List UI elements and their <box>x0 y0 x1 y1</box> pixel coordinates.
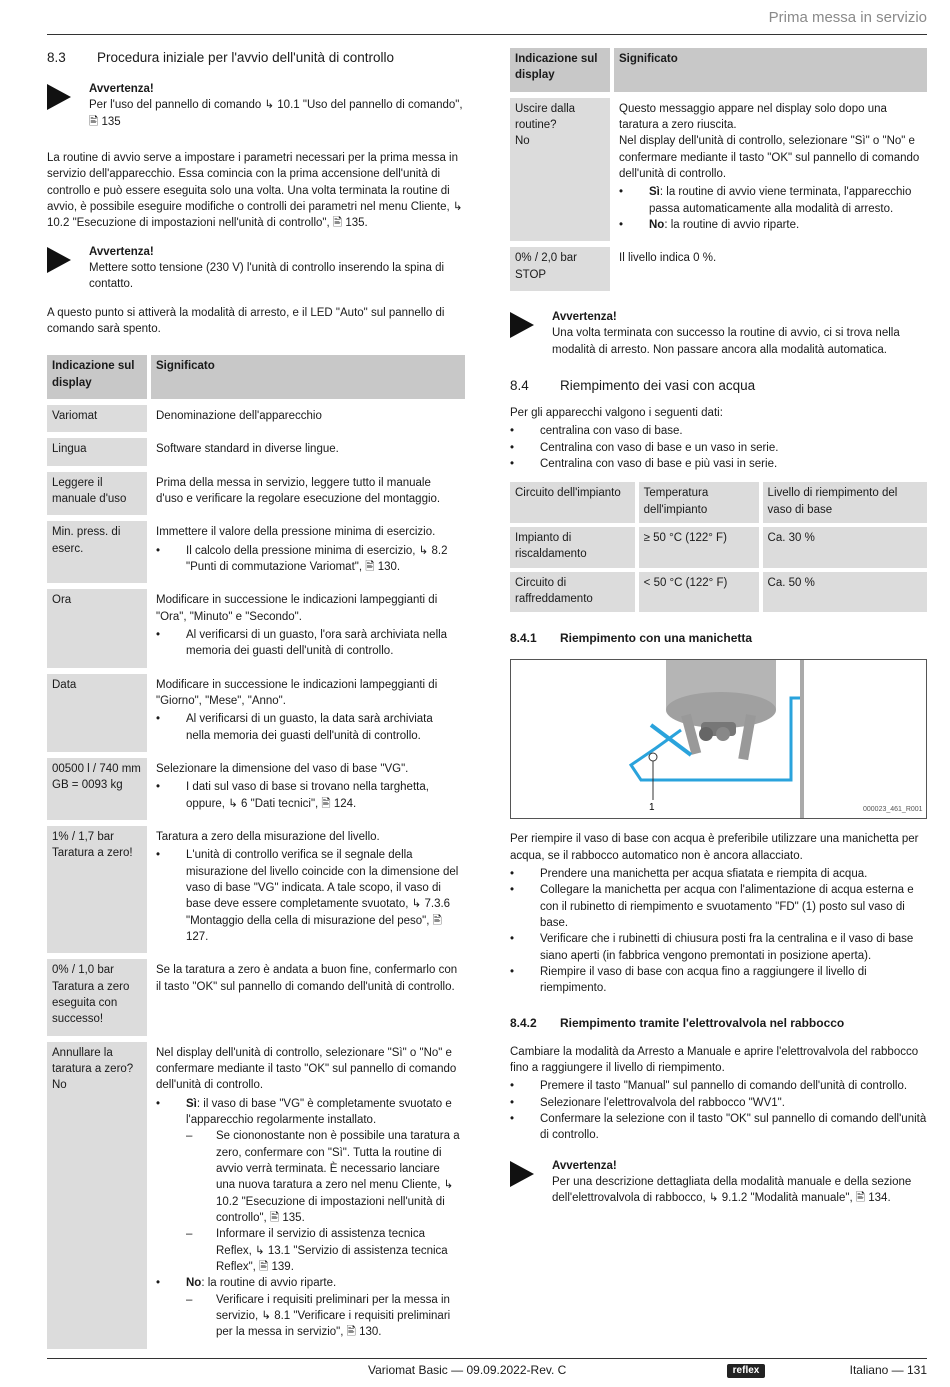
list-item: • Selezionare l'elettrovalvola del rabbocco "WV1". <box>510 1095 927 1111</box>
list-item: • Verificare che i rubinetti di chiusura posti fra la centralina e il vaso di base siano aperti (in fabbrica vengono premontati in posizione aperta). <box>510 931 927 964</box>
running-header: Prima messa in servizio <box>768 9 927 26</box>
display-table-continued: Indicazione sul display Significato Uscire dalla routine? No Questo messaggio appare nel display solo dopo una taratura a zero riuscita. Nel display dell'unità di controllo, selezionare "Sì" o "No" e confermare mediante il tasto "OK" sul pannello di comando dell'unità di controllo. • Sì: la routine di avvio viene terminata, l'apparecchio passa automaticamente alla modalità di arresto. • No: la routine di avvio riparte. 0% / 2,0 bar STOP Il livello indica 0 %. <box>510 42 927 297</box>
list-item: • Collegare la manichetta per acqua con l'alimentazione di acqua esterna e con il rubinetto di riempimento e svuotamento "FD" (1) posto sul vaso di base. <box>510 882 927 931</box>
list-item: • centralina con vaso di base. <box>510 423 927 439</box>
list-item: • Centralina con vaso di base e un vaso in serie. <box>510 440 927 456</box>
list-item: • Premere il tasto "Manual" sul pannello di comando dell'unità di controllo. <box>510 1078 927 1094</box>
header-rule <box>47 34 927 35</box>
paragraph: La routine di avvio serve a impostare i parametri necessari per la prima messa in servizio dell'apparecchio. Essa comincia con la prima accensione dell'unità di controllo e può essere eseguita solo una volta. Una volta terminata la routine di avvio, è possibile eseguire modifiche o controlli dei parametri nel menu Cliente, ↳ 10.2 "Esecuzione di impostazioni nell'unità di controllo", 🖹 135. <box>47 152 463 230</box>
page-number: Italiano — 131 <box>849 1363 927 1377</box>
paragraph: A questo punto si attiverà la modalità di arresto, e il LED "Auto" sul pannello di comando sarà spento. <box>47 306 445 336</box>
note-text: Una volta terminata con successo la routine di avvio, ci si trova nella modalità di arresto. Non passare ancora alla modalità automatica. <box>552 327 900 356</box>
list-item: • Confermare la selezione con il tasto "OK" sul pannello di comando dell'unità di controllo. <box>510 1111 927 1144</box>
note-text: Per una descrizione dettagliata della modalità manuale e della sezione dell'elettrovalvola di rabbocco, ↳ 9.1.2 "Modalità manuale", 🖹 134. <box>552 1176 912 1205</box>
table-row: Uscire dalla routine? No Questo messaggio appare nel display solo dopo una taratura a zero riuscita. Nel display dell'unità di controllo, selezionare "Sì" o "No" e confermare mediante il tasto "OK" sul pannello di comando dell'unità di controllo. • Sì: la routine di avvio viene terminata, l'apparecchio passa automaticamente alla modalità di arresto. • No: la routine di avvio riparte. <box>510 98 927 242</box>
note-box: Avvertenza! Una volta terminata con successo la routine di avvio, ci si trova nella modalità di arresto. Non passare ancora alla modalità automatica. <box>510 309 927 358</box>
table-row: Data Modificare in successione le indicazioni lampeggianti di "Giorno", "Mese", "Anno". • Al verificarsi di un guasto, la data sarà archiviata nella memoria dei guasti dell'unità di controllo. <box>47 674 465 752</box>
left-column <box>47 48 465 1367</box>
list-item: • Centralina con vaso di base e più vasi in serie. <box>510 456 927 472</box>
fill-level-table <box>506 478 931 616</box>
section-heading-8-4-1: 8.4.1 Riempimento con una manichetta <box>510 631 753 646</box>
vessel-illustration <box>511 660 926 819</box>
table-row: Lingua Software standard in diverse lingue. <box>47 438 465 465</box>
table-row: Leggere il manuale d'uso Prima della messa in servizio, leggere tutto il manuale d'uso e verificare la regolare esecuzione del montaggio. <box>47 472 465 516</box>
footer-rule <box>47 1358 927 1359</box>
list-item: • Prendere una manichetta per acqua sfiatata e riempita di acqua. <box>510 866 927 882</box>
warning-arrow-icon <box>47 244 89 293</box>
table-row: 1% / 1,7 bar Taratura a zero! Taratura a zero della misurazione del livello. • L'unità di controllo verifica se il segnale della misurazione del livello coincide con la dimensione del vaso di base "VG" indicata. A tale scopo, il vaso di base deve essere completamente svuotato, ↳ 7.3.6 "Montaggio della cella di misurazione del peso", 🖹 127. <box>47 826 465 953</box>
section-heading-8-4: 8.4 Riempimento dei vasi con acqua <box>510 377 756 393</box>
note-box: Avvertenza! Mettere sotto tensione (230 V) l'unità di controllo inserendo la spina di contatto. <box>47 244 465 293</box>
table-row: Variomat Denominazione dell'apparecchio <box>47 405 465 432</box>
table-row: 0% / 2,0 bar STOP Il livello indica 0 %. <box>510 247 927 291</box>
section-heading-8-3: 8.3 Procedura iniziale per l'avvio dell'unità di controllo <box>47 50 395 65</box>
reflex-logo: reflex <box>727 1364 765 1378</box>
note-box: Avvertenza! Per l'uso del pannello di comando ↳ 10.1 "Uso del pannello di comando", 🖹 135 <box>47 81 465 130</box>
section-heading-8-4-2: 8.4.2 Riempimento tramite l'elettrovalvola nel rabbocco <box>510 1015 845 1030</box>
list-item: • Riempire il vaso di base con acqua fino a raggiungere il livello di riempimento. <box>510 964 927 997</box>
table-row: Min. press. di eserc. Immettere il valore della pressione minima di esercizio. • Il calcolo della pressione minima di esercizio, ↳ 8.2 "Punti di commutazione Variomat", 🖹 130. <box>47 521 465 583</box>
table-row: Ora Modificare in successione le indicazioni lampeggianti di "Ora", "Minuto" e "Secondo". • Al verificarsi di un guasto, l'ora sarà archiviata nella memoria dei guasti dell'unità di controllo. <box>47 589 465 667</box>
right-column: Indicazione sul display Significato Uscire dalla routine? No Questo messaggio appare nel display solo dopo una taratura a zero riuscita. Nel display dell'unità di controllo, selezionare "Sì" o "No" e confermare mediante il tasto "OK" sul pannello di comando dell'unità di controllo. • Sì: la routine di avvio viene terminata, l'apparecchio passa automaticamente alla modalità di arresto. • No: la routine di avvio riparte. 0% / 2,0 bar STOP Il livello indica 0 %. Avvertenza! Una volta terminata con successo la routine di avvio, ci si trova nella modalità di arresto. Non passare ancora alla modalità automatica. 8.4 Riempimento dei vasi con acqua Per gli apparecchi valgono i seguenti dati: • centralina con vaso di base. • Centralina con vaso di base e un vaso in serie. • Centralina con vaso di base e più vasi in serie. Circuito dell'impianto Temperatura dell'impianto Livello di riempimento del vaso di base Impianto di riscaldamento ≥ 50 °C (122° F) Ca. 30 % Circuito di raffreddamento < 50 °C (122° F) Ca. 50 % 8.4.1 Riempimento con una manichetta 1 000023_461_R001 Per riempire il vaso di base con acqua è preferibile utilizzare una manichetta per acqua, se il rabbocco automatico non è ancora allacciato. • Prendere una manichetta per acqua sfiatata e riempita di acqua. • Collegare la manichetta per acqua con l'alimentazione di acqua esterna e con il rubinetto di riempimento e svuotamento "FD" (1) posto sul vaso di base. • Verificare che i rubinetti di chiusura posti fra la centralina e il vaso di base siano aperti (in fabbrica vengono premontati in posizione aperta). • Riempire il vaso di base con acqua fino a raggiungere il livello di riempimento. 8.4.2 Riempimento tramite l'elettrovalvola nel rabbocco Cambiare la modalità da Arresto a Manuale e aprire l'elettrovalvola del rabbocco fino a raggiungere il livello di riempimento. • Premere il tasto "Manual" sul pannello di comando dell'unità di controllo. • Selezionare l'elettrovalvola del rabbocco "WV1". • Confermare la selezione con il tasto "OK" sul pannello di comando dell'unità di controllo. Avvertenza! Per una descrizione dettagliata della modalità manuale e della sezione dell'elettrovalvola di rabbocco, ↳ 9.1.2 "Modalità manuale", 🖹 134. <box>510 48 927 1219</box>
table-row: Impianto di riscaldamento ≥ 50 °C (122° F) Ca. 30 % <box>510 527 927 568</box>
note-text: Mettere sotto tensione (230 V) l'unità di controllo inserendo la spina di contatto. <box>89 262 445 291</box>
warning-arrow-icon <box>510 309 552 358</box>
table-row: Circuito di raffreddamento < 50 °C (122° F) Ca. 50 % <box>510 572 927 613</box>
note-box: Avvertenza! Per una descrizione dettagliata della modalità manuale e della sezione dell'elettrovalvola di rabbocco, ↳ 9.1.2 "Modalità manuale", 🖹 134. <box>510 1158 927 1207</box>
figure-code: 000023_461_R001 <box>863 806 923 814</box>
table-row: Circuito dell'impianto Temperatura dell'impianto Livello di riempimento del vaso di base <box>510 482 927 523</box>
warning-arrow-icon <box>510 1158 552 1207</box>
hose-filling-figure <box>510 659 927 819</box>
note-text: Per l'uso del pannello di comando ↳ 10.1 "Uso del pannello di comando", 🖹 135 <box>89 99 463 128</box>
table-row: Annullare la taratura a zero? No Nel display dell'unità di controllo, selezionare "Sì" o "No" e confermare mediante il tasto "OK" sul pannello di comando dell'unità di controllo. • Sì: il vaso di base "VG" è completamente svuotato e l'apparecchio regolarmente installato. – Se ciononostante non è possibile una taratura a zero, confermare con "Sì". Tutta la routine di avvio verrà terminata. È necessario lanciare una nuova taratura a zero nel menu Cliente, ↳ 10.2 "Esecuzione di impostazioni nell'unità di controllo", 🖹 135. – Informare il servizio di assistenza tecnica Reflex, ↳ 13.1 "Servizio di assistenza tecnica Reflex", 🖹 139. • No: la routine di avvio riparte. – Verificare i requisiti preliminari per la messa in servizio, ↳ 8.1 "Verificare i requisiti preliminari per la messa in servizio", 🖹 130. <box>47 1042 465 1349</box>
table-row: 0% / 1,0 bar Taratura a zero eseguita con successo! Se la taratura a zero è andata a buon fine, confermarlo con il tasto "OK" sul pannello di comando dell'unità di controllo. <box>47 959 465 1035</box>
table-row: 00500 l / 740 mm GB = 0093 kg Selezionare la dimensione del vaso di base "VG". • I dati sul vaso di base si trovano nella targhetta, oppure, ↳ 6 "Dati tecnici", 🖹 124. <box>47 758 465 820</box>
figure-callout: 1 <box>649 802 655 814</box>
warning-arrow-icon <box>47 81 89 130</box>
display-table: Indicazione sul display Significato Variomat Denominazione dell'apparecchio Lingua Software standard in diverse lingue. Leggere il manuale d'uso Prima della messa in servizio, leggere tutto il manuale d'uso e verificare la regolare esecuzione del montaggio. Min. press. di eserc. Immettere il valore della pressione minima di esercizio. • Il calcolo della pressione minima di esercizio, ↳ 8.2 "Punti di commutazione Variomat", 🖹 130. Ora Modificare in successione le indicazioni lampeggianti di "Ora", "Minuto" e "Secondo". • Al verificarsi di un guasto, l'ora sarà archiviata nella memoria dei guasti dell'unità di controllo. Data Modificare in successione le indicazioni lampeggianti di "Giorno", "Mese", "Anno". • Al verificarsi di un guasto, la data sarà archiviata nella memoria dei guasti dell'unità di controllo. 00500 l / 740 mm GB = 0093 kg Selezionare la dimensione del vaso di base "VG". • I dati sul vaso di base si trovano nella targhetta, oppure, ↳ 6 "Dati tecnici", 🖹 124. 1% / 1,7 bar Taratura a zero! Taratura a zero della misurazione del livello. • L'unità di controllo verifica se il segnale della misurazione del livello coincide con la dimensione del vaso di base "VG" indicata. A tale scopo, il vaso di base deve essere completamente svuotato, ↳ 7.3.6 "Montaggio della cella di misurazione del peso", 🖹 127. 0% / 1,0 bar Taratura a zero eseguita con successo! Se la taratura a zero è andata a buon fine, confermarlo con il tasto "OK" sul pannello di comando dell'unità di controllo. Annullare la taratura a zero? No Nel display dell'unità di controllo, selezionare "Sì" o "No" e confermare mediante il tasto "OK" sul pannello di comando dell'unità di controllo. • Sì: il vaso di base "VG" è completamente svuotato e l'apparecchio regolarmente installato. – Se ciononostante non è possibile una taratura a zero, confermare con "Sì". Tutta la routine di avvio verrà terminata. È necessario lanciare una nuova taratura a zero nel menu Cliente, ↳ 10.2 "Esecuzione di impostazioni nell'unità di controllo", 🖹 135. – Informare il servizio di assistenza tecnica Reflex, ↳ 13.1 "Servizio di assistenza tecnica Reflex", 🖹 139. • No: la routine di avvio riparte. – Verificare i requisiti preliminari per la messa in servizio, ↳ 8.1 "Verificare i requisiti preliminari per la messa in servizio", 🖹 130. <box>47 349 465 1354</box>
footer-document-info: Variomat Basic — 09.09.2022-Rev. C <box>368 1363 567 1377</box>
